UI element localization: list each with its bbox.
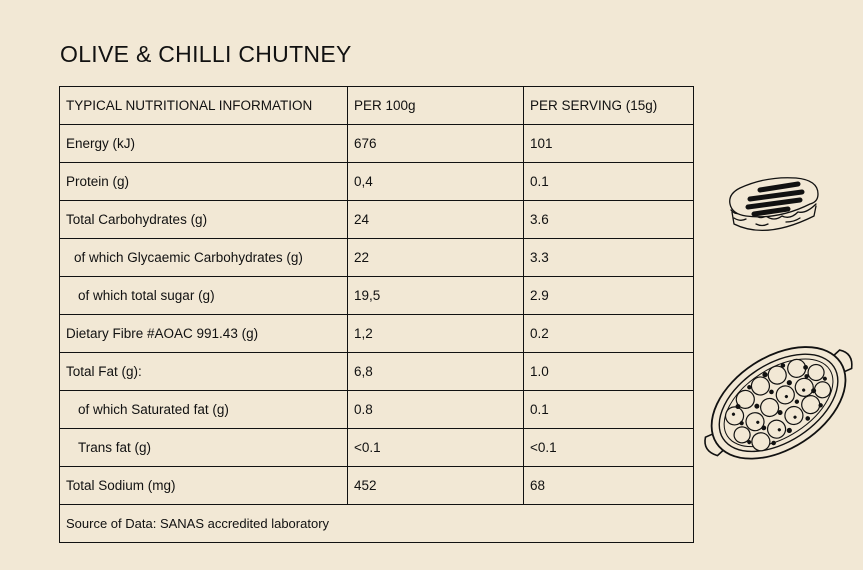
baking-dish-icon xyxy=(694,322,863,484)
row-per-serving: 68 xyxy=(524,467,694,505)
table-row xyxy=(60,125,694,163)
row-per-100g: 6,8 xyxy=(348,353,524,391)
row-per-serving: 3.3 xyxy=(524,239,694,277)
table-row xyxy=(60,163,694,201)
row-per-100g: 676 xyxy=(348,125,524,163)
header-cell-info: TYPICAL NUTRITIONAL INFORMATION xyxy=(60,87,348,125)
table-row xyxy=(60,201,694,239)
page-title: OLIVE & CHILLI CHUTNEY xyxy=(60,41,352,67)
table-row xyxy=(60,239,694,277)
source-row xyxy=(60,505,694,543)
row-per-100g: 452 xyxy=(348,467,524,505)
row-per-serving: <0.1 xyxy=(524,429,694,467)
row-label: Protein (g) xyxy=(60,163,348,201)
row-label: Total Sodium (mg) xyxy=(60,467,348,505)
row-per-serving: 0.2 xyxy=(524,315,694,353)
row-label: Energy (kJ) xyxy=(60,125,348,163)
table-row xyxy=(60,315,694,353)
row-per-100g: 19,5 xyxy=(348,277,524,315)
row-per-100g: <0.1 xyxy=(348,429,524,467)
table-header-row xyxy=(60,87,694,125)
row-per-100g: 0,4 xyxy=(348,163,524,201)
row-label: Total Carbohydrates (g) xyxy=(60,201,348,239)
row-per-serving: 101 xyxy=(524,125,694,163)
row-label: of which total sugar (g) xyxy=(60,277,348,315)
table-row xyxy=(60,467,694,505)
row-per-serving: 0.1 xyxy=(524,163,694,201)
row-per-serving: 0.1 xyxy=(524,391,694,429)
row-per-serving: 2.9 xyxy=(524,277,694,315)
row-per-100g: 0.8 xyxy=(348,391,524,429)
row-label: of which Glycaemic Carbohydrates (g) xyxy=(60,239,348,277)
row-label: Total Fat (g): xyxy=(60,353,348,391)
row-per-serving: 3.6 xyxy=(524,201,694,239)
row-label: of which Saturated fat (g) xyxy=(60,391,348,429)
row-per-100g: 24 xyxy=(348,201,524,239)
toasted-sandwich-icon xyxy=(726,172,824,244)
table-row xyxy=(60,277,694,315)
header-cell-per-serving: PER SERVING (15g) xyxy=(524,87,694,125)
source-note: Source of Data: SANAS accredited laboratory xyxy=(60,505,694,543)
row-per-serving: 1.0 xyxy=(524,353,694,391)
row-label: Trans fat (g) xyxy=(60,429,348,467)
header-cell-per-100g: PER 100g xyxy=(348,87,524,125)
row-per-100g: 1,2 xyxy=(348,315,524,353)
table-row xyxy=(60,391,694,429)
nutrition-table xyxy=(59,86,694,543)
table-row xyxy=(60,353,694,391)
row-per-100g: 22 xyxy=(348,239,524,277)
row-label: Dietary Fibre #AOAC 991.43 (g) xyxy=(60,315,348,353)
table-row xyxy=(60,429,694,467)
